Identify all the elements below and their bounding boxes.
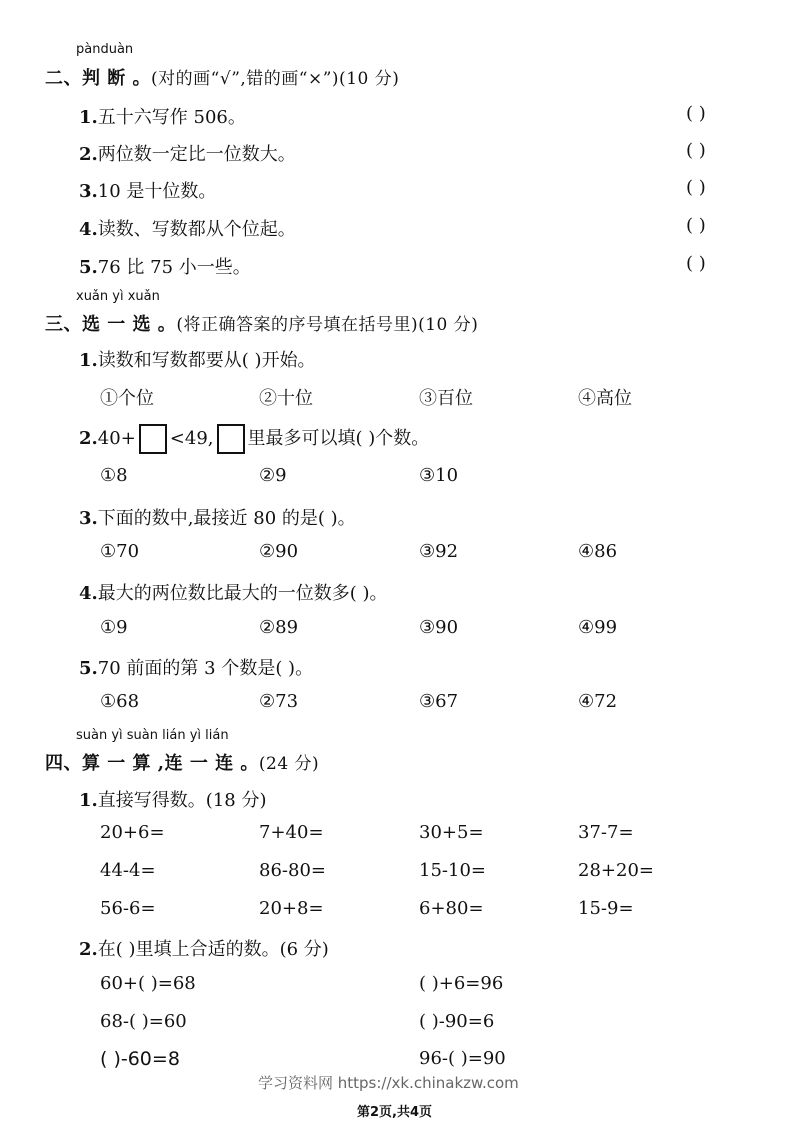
option[interactable]: ②9 bbox=[259, 465, 287, 486]
answer-paren-3[interactable]: ( ) bbox=[686, 177, 706, 198]
sec4-heading bbox=[45, 749, 319, 775]
item-text: 读数、写数都从个位起。 bbox=[97, 219, 296, 240]
option[interactable]: ③92 bbox=[419, 541, 459, 562]
option[interactable]: ④86 bbox=[578, 541, 618, 562]
fill-blank-item[interactable]: 68-( )=60 bbox=[100, 1011, 187, 1032]
sec3-q3 bbox=[79, 504, 356, 530]
sec2-heading bbox=[45, 64, 399, 90]
sec2-item-4 bbox=[79, 215, 296, 241]
item-text: 在( )里填上合适的数。(6 分) bbox=[97, 939, 329, 960]
item-text: 40+ bbox=[97, 428, 136, 449]
item-number: 3. bbox=[79, 508, 98, 529]
option[interactable]: ②十位 bbox=[259, 388, 313, 409]
sec3-title: 三、选 一 选 。 bbox=[45, 314, 177, 335]
sec2-item-5 bbox=[79, 253, 251, 279]
calc-item[interactable]: 86-80= bbox=[259, 860, 326, 881]
sec4-note: (24 分) bbox=[258, 754, 320, 774]
sec2-item-3 bbox=[79, 177, 216, 203]
sec2-item-1 bbox=[79, 103, 246, 129]
item-text: 五十六写作 506。 bbox=[97, 107, 246, 128]
sec2-title: 二、判 断 。 bbox=[45, 68, 152, 89]
calc-item[interactable]: 7+40= bbox=[259, 822, 324, 843]
sec2-item-2 bbox=[79, 140, 296, 166]
option[interactable]: ④72 bbox=[578, 691, 618, 712]
calc-item[interactable]: 20+6= bbox=[100, 822, 165, 843]
sec4-pinyin: suàn yì suàn lián yì lián bbox=[76, 728, 229, 743]
answer-paren-1[interactable]: ( ) bbox=[686, 103, 706, 124]
option[interactable]: ①70 bbox=[100, 541, 140, 562]
sec3-q4 bbox=[79, 579, 388, 605]
option[interactable]: ③10 bbox=[419, 465, 459, 486]
option[interactable]: ②89 bbox=[259, 617, 299, 638]
item-number: 2. bbox=[79, 428, 98, 449]
item-text: 76 比 75 小一些。 bbox=[97, 257, 251, 278]
sec3-q2 bbox=[79, 424, 429, 454]
sec2-pinyin: pànduàn bbox=[76, 42, 134, 57]
sec3-heading bbox=[45, 310, 478, 336]
fill-blank-item[interactable]: 96-( )=90 bbox=[419, 1048, 506, 1069]
option[interactable]: ①9 bbox=[100, 617, 128, 638]
item-number: 4. bbox=[79, 583, 98, 604]
fill-blank-item[interactable]: 60+( )=68 bbox=[100, 973, 196, 994]
item-text: 10 是十位数。 bbox=[97, 181, 217, 202]
item-number: 1. bbox=[79, 107, 98, 128]
option[interactable]: ②90 bbox=[259, 541, 299, 562]
item-number: 2. bbox=[79, 144, 98, 165]
option[interactable]: ②73 bbox=[259, 691, 299, 712]
page-footer: 第2页,共4页 bbox=[357, 1105, 433, 1120]
watermark-text: 学习资料网 https://xk.chinakzw.com bbox=[258, 1074, 519, 1092]
item-number: 4. bbox=[79, 219, 98, 240]
option[interactable]: ③90 bbox=[419, 617, 459, 638]
option[interactable]: ③67 bbox=[419, 691, 459, 712]
option[interactable]: ④99 bbox=[578, 617, 618, 638]
calc-item[interactable]: 30+5= bbox=[419, 822, 484, 843]
calc-item[interactable]: 28+20= bbox=[578, 860, 654, 881]
sec4-part-1 bbox=[79, 786, 266, 812]
sec3-q5 bbox=[79, 654, 313, 680]
sec4-part-2 bbox=[79, 935, 329, 961]
fill-blank-item[interactable]: ( )-60=8 bbox=[100, 1048, 180, 1070]
item-text: 最大的两位数比最大的一位数多( )。 bbox=[97, 583, 388, 604]
item-text: 读数和写数都要从( )开始。 bbox=[97, 350, 316, 371]
answer-paren-2[interactable]: ( ) bbox=[686, 140, 706, 161]
item-number: 1. bbox=[79, 790, 98, 811]
item-number: 3. bbox=[79, 181, 98, 202]
calc-item[interactable]: 6+80= bbox=[419, 898, 484, 919]
calc-item[interactable]: 44-4= bbox=[100, 860, 156, 881]
sec2-note: (对的画“√”,错的画“×”)(10 分) bbox=[151, 69, 400, 89]
blank-box[interactable] bbox=[139, 424, 167, 454]
calc-item[interactable]: 15-9= bbox=[578, 898, 634, 919]
calc-item[interactable]: 20+8= bbox=[259, 898, 324, 919]
option[interactable]: ①8 bbox=[100, 465, 128, 486]
sec3-pinyin: xuǎn yì xuǎn bbox=[76, 289, 160, 304]
blank-box[interactable] bbox=[217, 424, 245, 454]
item-text: 70 前面的第 3 个数是( )。 bbox=[97, 658, 314, 679]
item-number: 5. bbox=[79, 658, 98, 679]
answer-paren-5[interactable]: ( ) bbox=[686, 253, 706, 274]
item-text: 直接写得数。(18 分) bbox=[97, 790, 267, 811]
item-text: 两位数一定比一位数大。 bbox=[97, 144, 296, 165]
sec3-q1 bbox=[79, 346, 316, 372]
sec3-note: (将正确答案的序号填在括号里)(10 分) bbox=[176, 315, 479, 335]
item-text: 下面的数中,最接近 80 的是( )。 bbox=[97, 508, 356, 529]
fill-blank-item[interactable]: ( )+6=96 bbox=[419, 973, 504, 994]
calc-item[interactable]: 15-10= bbox=[419, 860, 486, 881]
calc-item[interactable]: 37-7= bbox=[578, 822, 634, 843]
item-number: 5. bbox=[79, 257, 98, 278]
item-number: 1. bbox=[79, 350, 98, 371]
answer-paren-4[interactable]: ( ) bbox=[686, 215, 706, 236]
option[interactable]: ①个位 bbox=[100, 388, 154, 409]
fill-blank-item[interactable]: ( )-90=6 bbox=[419, 1011, 495, 1032]
option[interactable]: ③百位 bbox=[419, 388, 473, 409]
item-number: 2. bbox=[79, 939, 98, 960]
option[interactable]: ④高位 bbox=[578, 388, 632, 409]
option[interactable]: ①68 bbox=[100, 691, 140, 712]
item-text: 里最多可以填( )个数。 bbox=[247, 428, 430, 449]
sec4-title: 四、算 一 算 ,连 一 连 。 bbox=[45, 753, 259, 774]
calc-item[interactable]: 56-6= bbox=[100, 898, 156, 919]
item-text: <49, bbox=[169, 428, 214, 449]
